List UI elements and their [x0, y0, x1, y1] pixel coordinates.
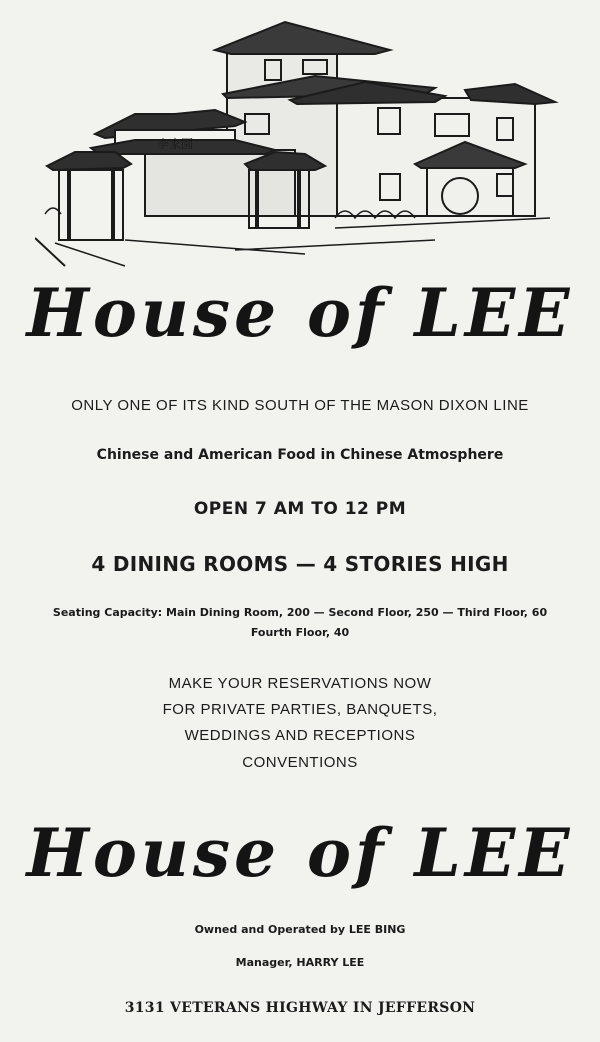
seating-capacity-line-2: Fourth Floor, 40	[250, 626, 350, 639]
restaurant-building-illustration	[35, 18, 560, 270]
title-bottom: House of LEE	[26, 814, 574, 892]
dining-rooms-line: 4 DINING ROOMS — 4 STORIES HIGH	[91, 552, 509, 576]
address-line: 3131 VETERANS HIGHWAY IN JEFFERSON	[124, 1000, 476, 1016]
title-top: House of LEE	[26, 274, 574, 352]
reservations-line-1: MAKE YOUR RESERVATIONS NOW	[168, 675, 432, 692]
reservations-line-4: CONVENTIONS	[242, 754, 358, 771]
hours-line: OPEN 7 AM TO 12 PM	[193, 499, 407, 519]
food-line: Chinese and American Food in Chinese Atmosphere	[96, 447, 504, 463]
reservations-line-2: FOR PRIVATE PARTIES, BANQUETS,	[162, 701, 438, 718]
manager-line: Manager, HARRY LEE	[235, 956, 365, 969]
seating-capacity-line-1: Seating Capacity: Main Dining Room, 200 — Second Floor, 250 — Third Floor, 60	[52, 606, 548, 619]
owner-line: Owned and Operated by LEE BING	[194, 923, 406, 936]
reservations-line-3: WEDDINGS AND RECEPTIONS	[184, 727, 416, 744]
tagline: ONLY ONE OF ITS KIND SOUTH OF THE MASON DIXON LINE	[71, 397, 529, 414]
gate-sign-text: 李家園	[156, 137, 194, 151]
